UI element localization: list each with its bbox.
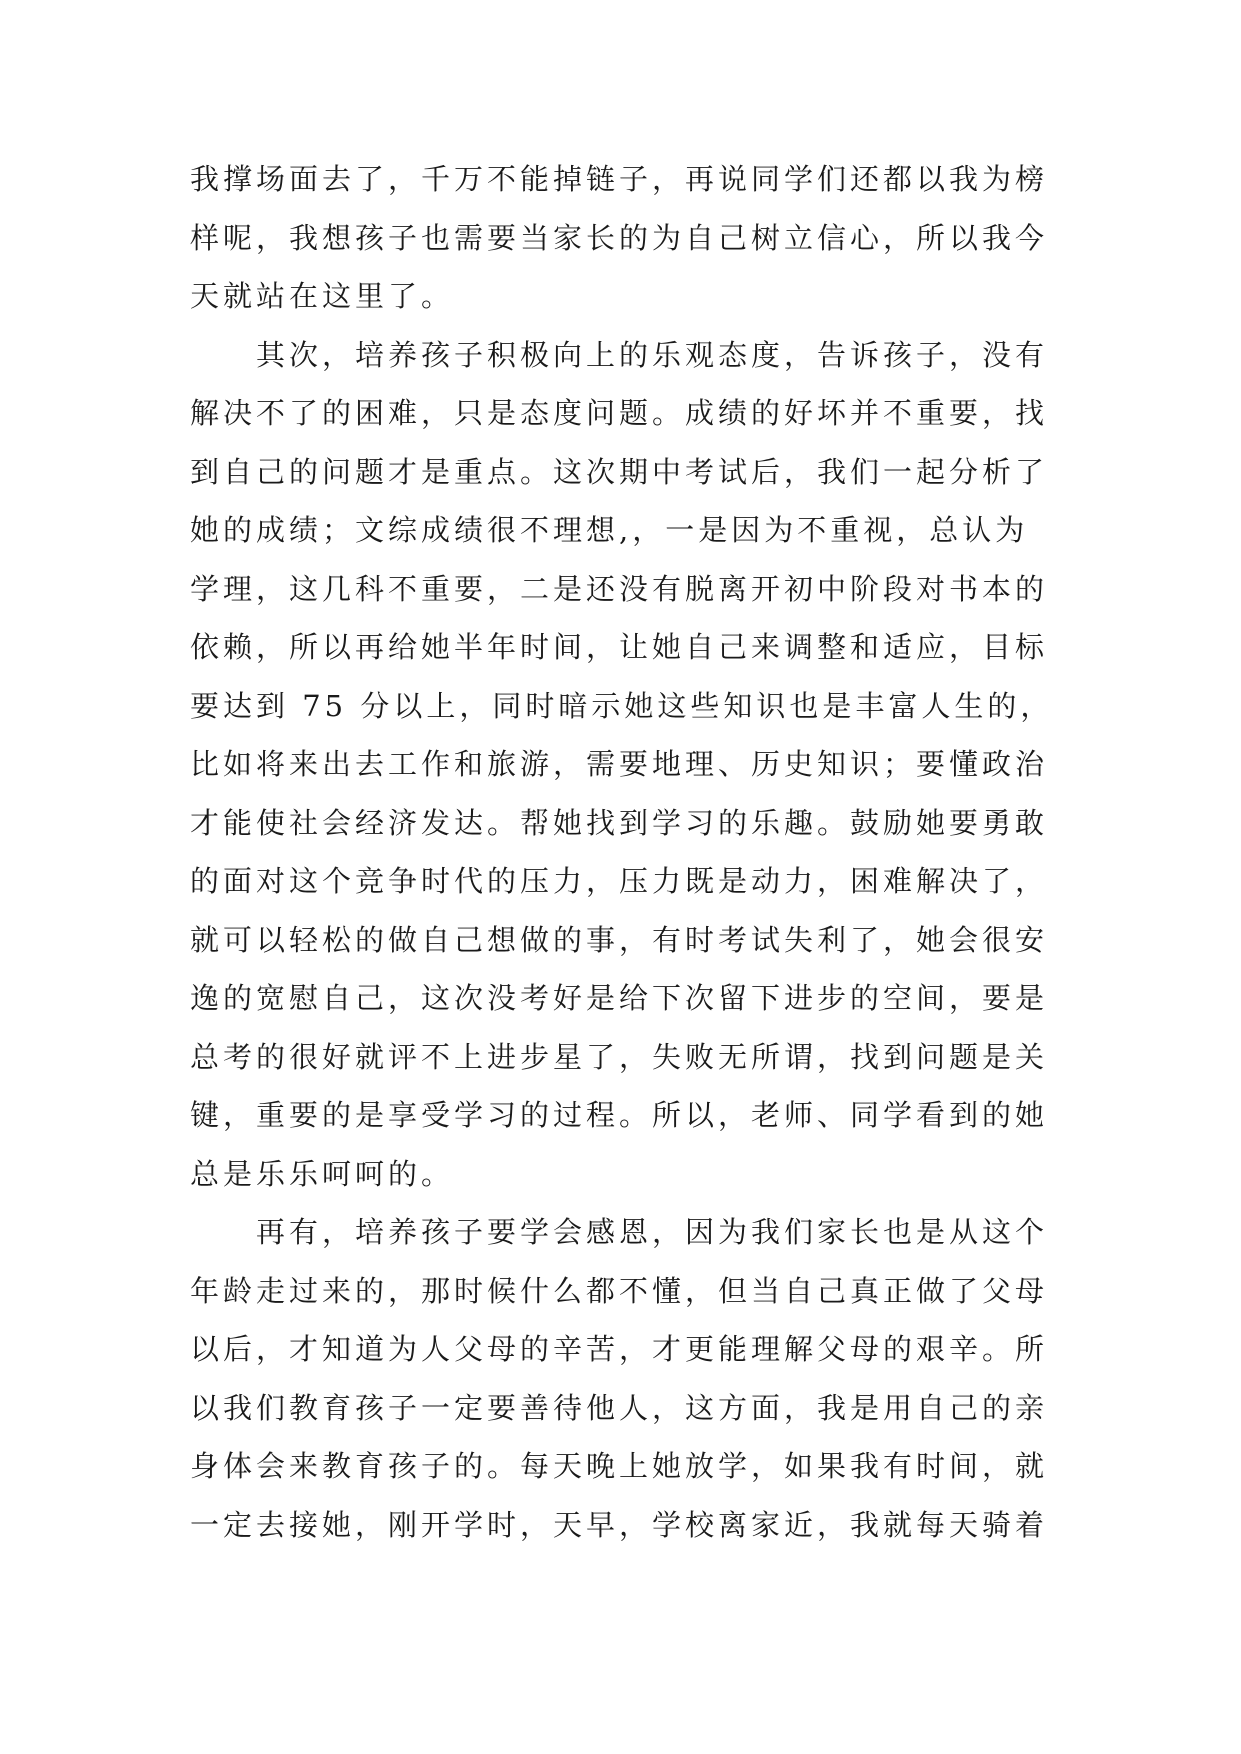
- text-line: 解决不了的困难，只是态度问题。成绩的好坏并不重要，找: [190, 396, 1049, 430]
- text-line: 的面对这个竞争时代的压力，压力既是动力，困难解决了，: [190, 864, 1049, 898]
- text-line: 依赖，所以再给她半年时间，让她自己来调整和适应，目标: [190, 630, 1049, 664]
- text-line: 到自己的问题才是重点。这次期中考试后，我们一起分析了: [190, 454, 1049, 489]
- text-line: 我撑场面去了，千万不能掉链子，再说同学们还都以我为榜: [190, 162, 1049, 196]
- text-line: 样呢，我想孩子也需要当家长的为自己树立信心，所以我今: [190, 220, 1049, 255]
- text-line: 逸的宽慰自己，这次没考好是给下次留下进步的空间，要是: [190, 981, 1049, 1015]
- text-line: 总考的很好就评不上进步星了，失败无所谓，找到问题是关: [190, 1039, 1049, 1074]
- text-line: 再有，培养孩子要学会感恩，因为我们家长也是从这个: [256, 1215, 1049, 1249]
- text-line: 以我们教育孩子一定要善待他人，这方面，我是用自己的亲: [190, 1390, 1049, 1425]
- text-line: 年龄走过来的，那时候什么都不懂，但当自己真正做了父母: [190, 1273, 1049, 1308]
- body-text: [190, 150, 1070, 1554]
- text-line: 才能使社会经济发达。帮她找到学习的乐趣。鼓励她要勇敢: [190, 805, 1049, 840]
- text-line: 身体会来教育孩子的。每天晚上她放学，如果我有时间，就: [190, 1449, 1049, 1483]
- text-line: 一定去接她，刚开学时，天早，学校离家近，我就每天骑着: [190, 1507, 1049, 1542]
- text-line: 学理，这几科不重要，二是还没有脱离开初中阶段对书本的: [190, 571, 1049, 606]
- text-line: 她的成绩；文综成绩很不理想,，一是因为不重视，总认为: [190, 513, 1029, 547]
- text-line: 其次，培养孩子积极向上的乐观态度，告诉孩子，没有: [256, 337, 1049, 372]
- text-line: 要达到 75 分以上，同时暗示她这些知识也是丰富人生的，: [190, 688, 1054, 723]
- text-line: 键，重要的是享受学习的过程。所以，老师、同学看到的她: [190, 1098, 1049, 1132]
- text-line: 总是乐乐呵呵的。: [190, 1156, 455, 1191]
- text-line: 天就站在这里了。: [190, 279, 455, 313]
- text-line: 就可以轻松的做自己想做的事，有时考试失利了，她会很安: [190, 922, 1049, 957]
- text-line: 以后，才知道为人父母的辛苦，才更能理解父母的艰辛。所: [190, 1332, 1049, 1366]
- text-line: 比如将来出去工作和旅游，需要地理、历史知识；要懂政治: [190, 747, 1049, 781]
